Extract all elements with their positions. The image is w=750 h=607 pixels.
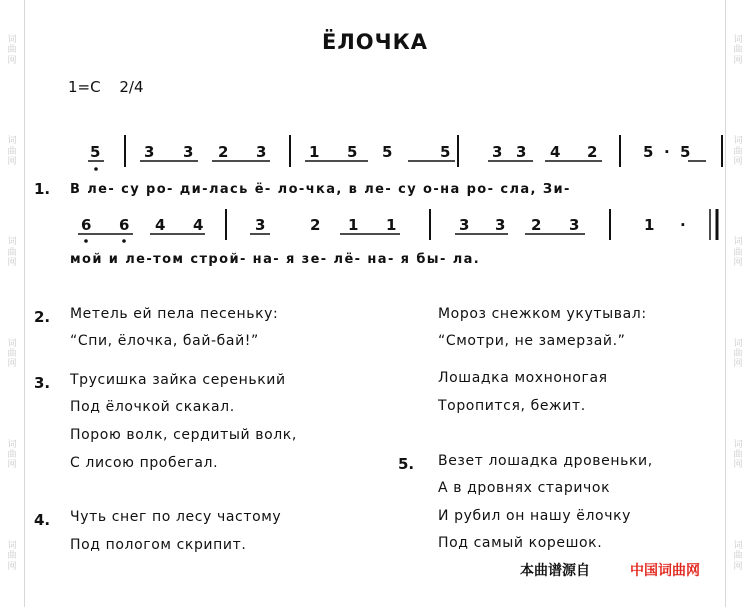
- note: 5: [643, 143, 654, 161]
- watermark-glyph: 曲: [7, 146, 17, 157]
- watermark-glyph: 词: [733, 136, 743, 147]
- verse-line: Метель ей пела песеньку:: [70, 306, 279, 322]
- watermark-glyph: 词: [7, 35, 17, 46]
- watermark-glyph: 词: [7, 338, 17, 349]
- lyrics-line-1: В ле- су ро- ди-лась ё- ло-чка, в ле- су о-на ро- сла, Зи-: [70, 182, 571, 197]
- note: 2: [310, 216, 321, 234]
- note: 5: [90, 143, 101, 161]
- note: 5: [680, 143, 691, 161]
- note: 3: [144, 143, 155, 161]
- note: 3: [459, 216, 470, 234]
- verse-line: И рубил он нашу ёлочку: [438, 508, 632, 524]
- watermark-glyph: 网: [733, 55, 743, 66]
- verse-line: С лисою пробегал.: [70, 455, 219, 471]
- watermark-glyph: 网: [7, 156, 17, 167]
- watermark-glyph: 网: [7, 258, 17, 269]
- verse-line: Порою волк, сердитый волк,: [70, 427, 297, 443]
- watermark-glyph: 词: [7, 540, 17, 551]
- credit-site-link[interactable]: 中国词曲网: [630, 563, 700, 579]
- verse-line: Лошадка мохноногая: [438, 370, 608, 386]
- verse-line: “Спи, ёлочка, бай-бай!”: [70, 333, 259, 349]
- watermark-glyph: 曲: [733, 247, 743, 258]
- watermark-glyph: 曲: [733, 45, 743, 56]
- note: 4: [193, 216, 204, 234]
- note: 6: [81, 216, 92, 234]
- note: 2: [531, 216, 542, 234]
- watermark-glyph: 网: [7, 561, 17, 572]
- watermark-glyph: 曲: [7, 247, 17, 258]
- watermark-glyph: 网: [733, 258, 743, 269]
- watermark-glyph: 曲: [7, 551, 17, 562]
- credit-prefix: 本曲谱源自: [520, 563, 590, 579]
- verse-number-5: 5.: [398, 455, 415, 473]
- watermark-glyph: 网: [7, 359, 17, 370]
- verse-line: Под пологом скрипит.: [70, 537, 247, 553]
- watermark-glyph: 网: [733, 156, 743, 167]
- note: 4: [550, 143, 561, 161]
- note: 1: [386, 216, 397, 234]
- watermark-glyph: 词: [7, 439, 17, 450]
- verse-line: “Смотри, не замерзай.”: [438, 333, 626, 349]
- octave-dot: [122, 239, 126, 243]
- verse-line: Под самый корешок.: [438, 535, 603, 551]
- octave-dot: [94, 167, 98, 171]
- octave-dot: [84, 239, 88, 243]
- note: 3: [495, 216, 506, 234]
- note: 1: [348, 216, 359, 234]
- watermark-glyph: 网: [733, 359, 743, 370]
- dot-note: ·: [680, 216, 686, 234]
- verse-line: Везет лошадка дровеньки,: [438, 453, 653, 469]
- verse-number-2: 2.: [34, 308, 51, 326]
- watermark-glyph: 网: [733, 561, 743, 572]
- note: 2: [587, 143, 598, 161]
- verse-line: Торопится, бежит.: [438, 398, 586, 414]
- note: 5: [382, 143, 393, 161]
- watermark-glyph: 曲: [733, 551, 743, 562]
- watermark-glyph: 网: [7, 460, 17, 471]
- watermark-glyph: 词: [733, 338, 743, 349]
- note: 5: [440, 143, 451, 161]
- note: 3: [569, 216, 580, 234]
- verse-line: Трусишка зайка серенький: [70, 372, 286, 388]
- watermark-glyph: 曲: [7, 45, 17, 56]
- note: 4: [155, 216, 166, 234]
- note: 3: [255, 216, 266, 234]
- time-signature: 2/4: [119, 78, 144, 96]
- note: 3: [183, 143, 194, 161]
- verse-line: А в дровнях старичок: [438, 480, 611, 496]
- watermark-glyph: 曲: [733, 450, 743, 461]
- note: 2: [218, 143, 229, 161]
- watermark-glyph: 曲: [733, 146, 743, 157]
- verse-line: Мороз снежком укутывал:: [438, 306, 647, 322]
- verse-line: Чуть снег по лесу частому: [70, 509, 282, 525]
- key-label: 1=C: [68, 78, 101, 96]
- note: 1: [309, 143, 320, 161]
- song-title: ЁЛОЧКА: [321, 30, 429, 54]
- watermark-glyph: 词: [7, 136, 17, 147]
- verse-number-1: 1.: [34, 180, 51, 198]
- verse-number-4: 4.: [34, 511, 51, 529]
- watermark-glyph: 词: [733, 439, 743, 450]
- note: 3: [516, 143, 527, 161]
- note: 6: [119, 216, 130, 234]
- verse-line: Под ёлочкой скакал.: [70, 399, 235, 415]
- watermark-glyph: 曲: [733, 348, 743, 359]
- watermark-glyph: 网: [733, 460, 743, 471]
- watermark-glyph: 词: [733, 237, 743, 248]
- watermark-glyph: 曲: [7, 348, 17, 359]
- lyrics-line-2: мой и ле-том строй- на- я зе- лё- на- я бы- ла.: [70, 252, 481, 267]
- watermark-glyph: 词: [733, 540, 743, 551]
- watermark-glyph: 曲: [7, 450, 17, 461]
- note: 5: [347, 143, 358, 161]
- note: 3: [256, 143, 267, 161]
- watermark-glyph: 词: [7, 237, 17, 248]
- note: 1: [644, 216, 655, 234]
- dot-note: ·: [664, 143, 670, 161]
- watermark-glyph: 网: [7, 55, 17, 66]
- note: 3: [492, 143, 503, 161]
- verse-number-3: 3.: [34, 374, 51, 392]
- watermark-glyph: 词: [733, 35, 743, 46]
